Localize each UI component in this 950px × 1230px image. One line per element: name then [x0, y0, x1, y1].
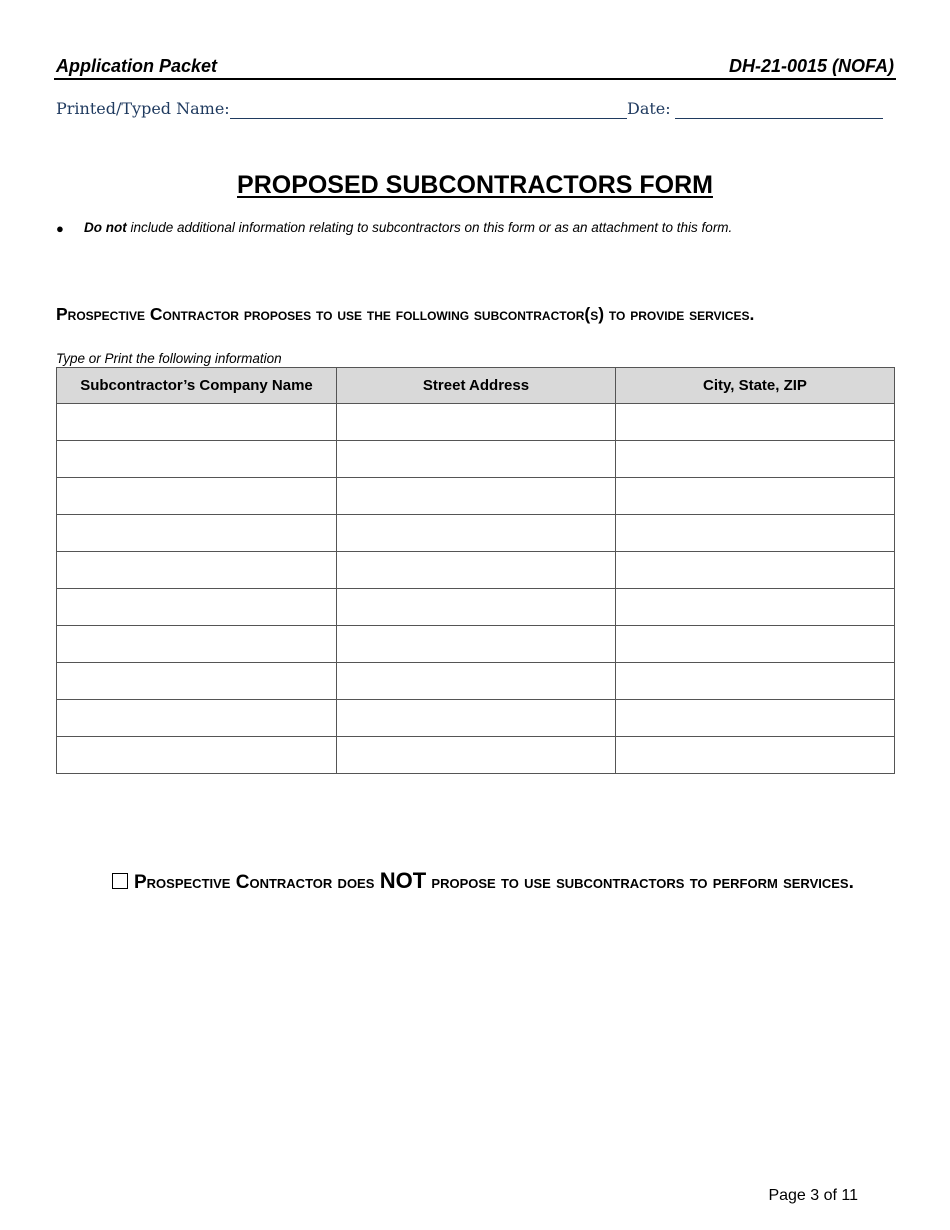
city-state-zip-cell[interactable] — [616, 737, 895, 774]
section-heading: Prospective Contractor proposes to use the following subcontractor(s) to provide services. — [56, 304, 755, 324]
table-row — [57, 626, 895, 663]
table-row — [57, 552, 895, 589]
street-address-cell[interactable] — [337, 737, 616, 774]
page-number: Page 3 of 11 — [768, 1187, 858, 1204]
header-rule — [54, 78, 896, 80]
table-row — [57, 478, 895, 515]
form-title: PROPOSED SUBCONTRACTORS FORM — [237, 171, 713, 199]
date-label: Date: — [627, 99, 671, 118]
header-left-title: Application Packet — [56, 56, 218, 76]
company-name-cell[interactable] — [57, 441, 337, 478]
table-row — [57, 663, 895, 700]
no-subcontractors-statement — [112, 867, 872, 897]
street-address-cell[interactable] — [337, 515, 616, 552]
street-address-cell[interactable] — [337, 626, 616, 663]
company-name-cell[interactable] — [57, 515, 337, 552]
no-subcontractors-not: NOT — [379, 868, 427, 893]
table-row — [57, 515, 895, 552]
bullet-note-bold: Do not — [84, 220, 127, 235]
header-document-number: DH-21-0015 (NOFA) — [728, 56, 894, 76]
city-state-zip-cell[interactable] — [616, 404, 895, 441]
company-name-cell[interactable] — [57, 663, 337, 700]
street-address-cell[interactable] — [337, 552, 616, 589]
company-name-cell[interactable] — [57, 737, 337, 774]
street-address-cell[interactable] — [337, 404, 616, 441]
subcontractors-table — [56, 367, 895, 774]
company-name-cell[interactable] — [57, 552, 337, 589]
no-subcontractors-text-2: propose to use subcontractors to perform services. — [426, 872, 854, 893]
table-row — [57, 737, 895, 774]
bullet-note-text: include additional information relating to subcontractors on this form or as an attachment to this form. — [126, 220, 733, 235]
company-name-cell[interactable] — [57, 404, 337, 441]
column-header-company: Subcontractor’s Company Name — [57, 368, 337, 404]
street-address-cell[interactable] — [337, 478, 616, 515]
street-address-cell[interactable] — [337, 441, 616, 478]
checkbox-icon[interactable] — [112, 873, 128, 889]
street-address-cell[interactable] — [337, 589, 616, 626]
city-state-zip-cell[interactable] — [616, 589, 895, 626]
city-state-zip-cell[interactable] — [616, 663, 895, 700]
city-state-zip-cell[interactable] — [616, 552, 895, 589]
date-field-line[interactable] — [675, 118, 883, 119]
city-state-zip-cell[interactable] — [616, 626, 895, 663]
table-row — [57, 589, 895, 626]
company-name-cell[interactable] — [57, 478, 337, 515]
street-address-cell[interactable] — [337, 700, 616, 737]
company-name-cell[interactable] — [57, 700, 337, 737]
instruction-text: Type or Print the following information — [56, 351, 282, 366]
city-state-zip-cell[interactable] — [616, 441, 895, 478]
city-state-zip-cell[interactable] — [616, 478, 895, 515]
table-header-row — [57, 368, 895, 404]
bullet-icon: ● — [56, 221, 64, 236]
table-row — [57, 441, 895, 478]
name-field-line[interactable] — [230, 118, 627, 119]
city-state-zip-cell[interactable] — [616, 700, 895, 737]
column-header-street: Street Address — [337, 368, 616, 404]
city-state-zip-cell[interactable] — [616, 515, 895, 552]
bullet-note — [84, 220, 732, 235]
company-name-cell[interactable] — [57, 589, 337, 626]
table-body — [57, 404, 895, 774]
name-label: Printed/Typed Name: — [56, 99, 230, 118]
column-header-city: City, State, ZIP — [616, 368, 895, 404]
table-row — [57, 404, 895, 441]
company-name-cell[interactable] — [57, 626, 337, 663]
street-address-cell[interactable] — [337, 663, 616, 700]
table-row — [57, 700, 895, 737]
no-subcontractors-text-1: Prospective Contractor does — [134, 872, 380, 893]
